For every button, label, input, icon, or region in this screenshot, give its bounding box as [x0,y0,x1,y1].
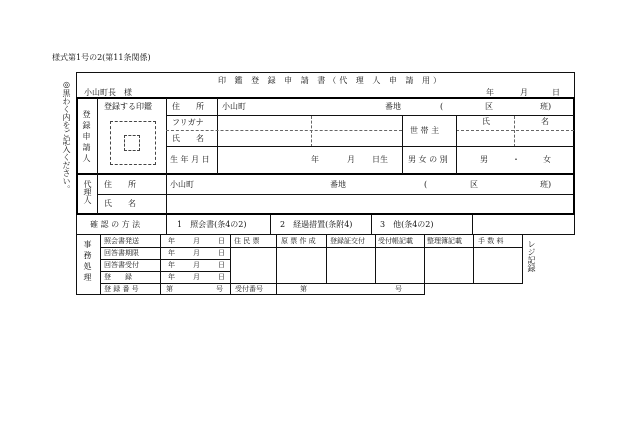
office-row-4: 登 録 [104,273,132,281]
birth-month: 月 [347,155,355,164]
birth-day: 日生 [372,155,388,164]
confirm-option-1[interactable]: 1 照会書(条4の2) [177,220,247,229]
office-row-1: 照会書発送 [104,237,139,245]
form-label: 様式第1号の2(第11条関係) [52,53,151,62]
office-ymd-day-3: 日 [218,261,225,269]
office-ymd-month-1: 月 [193,237,200,245]
agent-address-label: 住 所 [104,180,136,189]
office-ymd-year-3: 年 [168,261,175,269]
office-ymd-day-1: 日 [218,237,225,245]
office-label: 事務処理 [83,240,92,284]
office-row-2: 回答書期限 [104,249,139,257]
family-name-label: 氏 [482,117,490,126]
office-ymd-year-4: 年 [168,273,175,281]
gender-separator: ・ [512,155,520,164]
receipt-no-go: 号 [395,285,402,293]
birth-year: 年 [311,155,319,164]
agent-ku: 区 [470,180,478,189]
agent-banchi: 番地 [330,180,346,189]
gender-female[interactable]: 女 [543,155,551,164]
applicant-address-label: 住 所 [172,102,204,111]
confirm-option-3[interactable]: 3 他(条4の2) [380,220,434,229]
office-ymd-year-1: 年 [168,237,175,245]
birth-label: 生 年 月 日 [170,155,210,164]
agent-section-label: 代理人 [83,180,92,204]
col-fee: 手 数 料 [478,237,504,245]
seal-inner-box [124,135,140,151]
applicant-han: 班) [540,102,552,111]
gender-label: 男 女 の 別 [408,155,448,164]
col-register-log: 整理簿記載 [427,237,462,245]
office-ymd-day-4: 日 [218,273,225,281]
seal-label: 登録する印鑑 [104,102,152,111]
side-note: ◎黒わく内をご記入ください。 [62,80,71,193]
confirm-option-2[interactable]: 2 経過措置(条附4) [280,220,353,229]
office-ymd-year-2: 年 [168,249,175,257]
household-label: 世 帯 主 [410,126,440,135]
confirm-label: 確 認 の 方 法 [90,220,141,229]
gender-male[interactable]: 男 [480,155,488,164]
furigana-label: フリガナ [172,118,204,127]
reg-no-go: 号 [216,285,223,293]
office-row-3: 回答書受付 [104,261,139,269]
col-resident-card: 住 民 票 [234,237,260,245]
receipt-no-label: 受付番号 [235,285,263,293]
office-ymd-month-4: 月 [193,273,200,281]
given-name-label: 名 [541,117,549,126]
applicant-banchi: 番地 [385,102,401,111]
date-day: 日 [552,88,560,97]
office-ymd-day-2: 日 [218,249,225,257]
date-year: 年 [486,88,494,97]
date-month: 月 [520,88,528,97]
addressee: 小山町長 様 [84,88,132,97]
col-cert-issue: 登録証交付 [330,237,365,245]
applicant-section-label: 登録申請人 [82,110,91,165]
office-ymd-month-3: 月 [193,261,200,269]
register-memo: レジ記録 [527,240,536,272]
agent-address-town: 小山町 [170,180,194,189]
agent-name-label: 氏 名 [104,199,136,208]
applicant-address-town: 小山町 [222,102,246,111]
col-original-record: 原 票 作 成 [281,237,316,245]
agent-ku-open: ( [424,180,428,189]
reg-no-dai: 第 [166,285,173,293]
applicant-name-label: 氏 名 [172,134,204,143]
agent-han: 班) [540,180,552,189]
receipt-no-dai: 第 [300,285,307,293]
form-title: 印 鑑 登 録 申 請 書（代 理 人 申 請 用） [218,76,444,85]
applicant-ku-open: ( [440,102,444,111]
col-reception-log: 受付帳記載 [378,237,413,245]
applicant-ku: 区 [485,102,493,111]
office-ymd-month-2: 月 [193,249,200,257]
reg-no-label: 登 録 番 号 [104,285,139,293]
